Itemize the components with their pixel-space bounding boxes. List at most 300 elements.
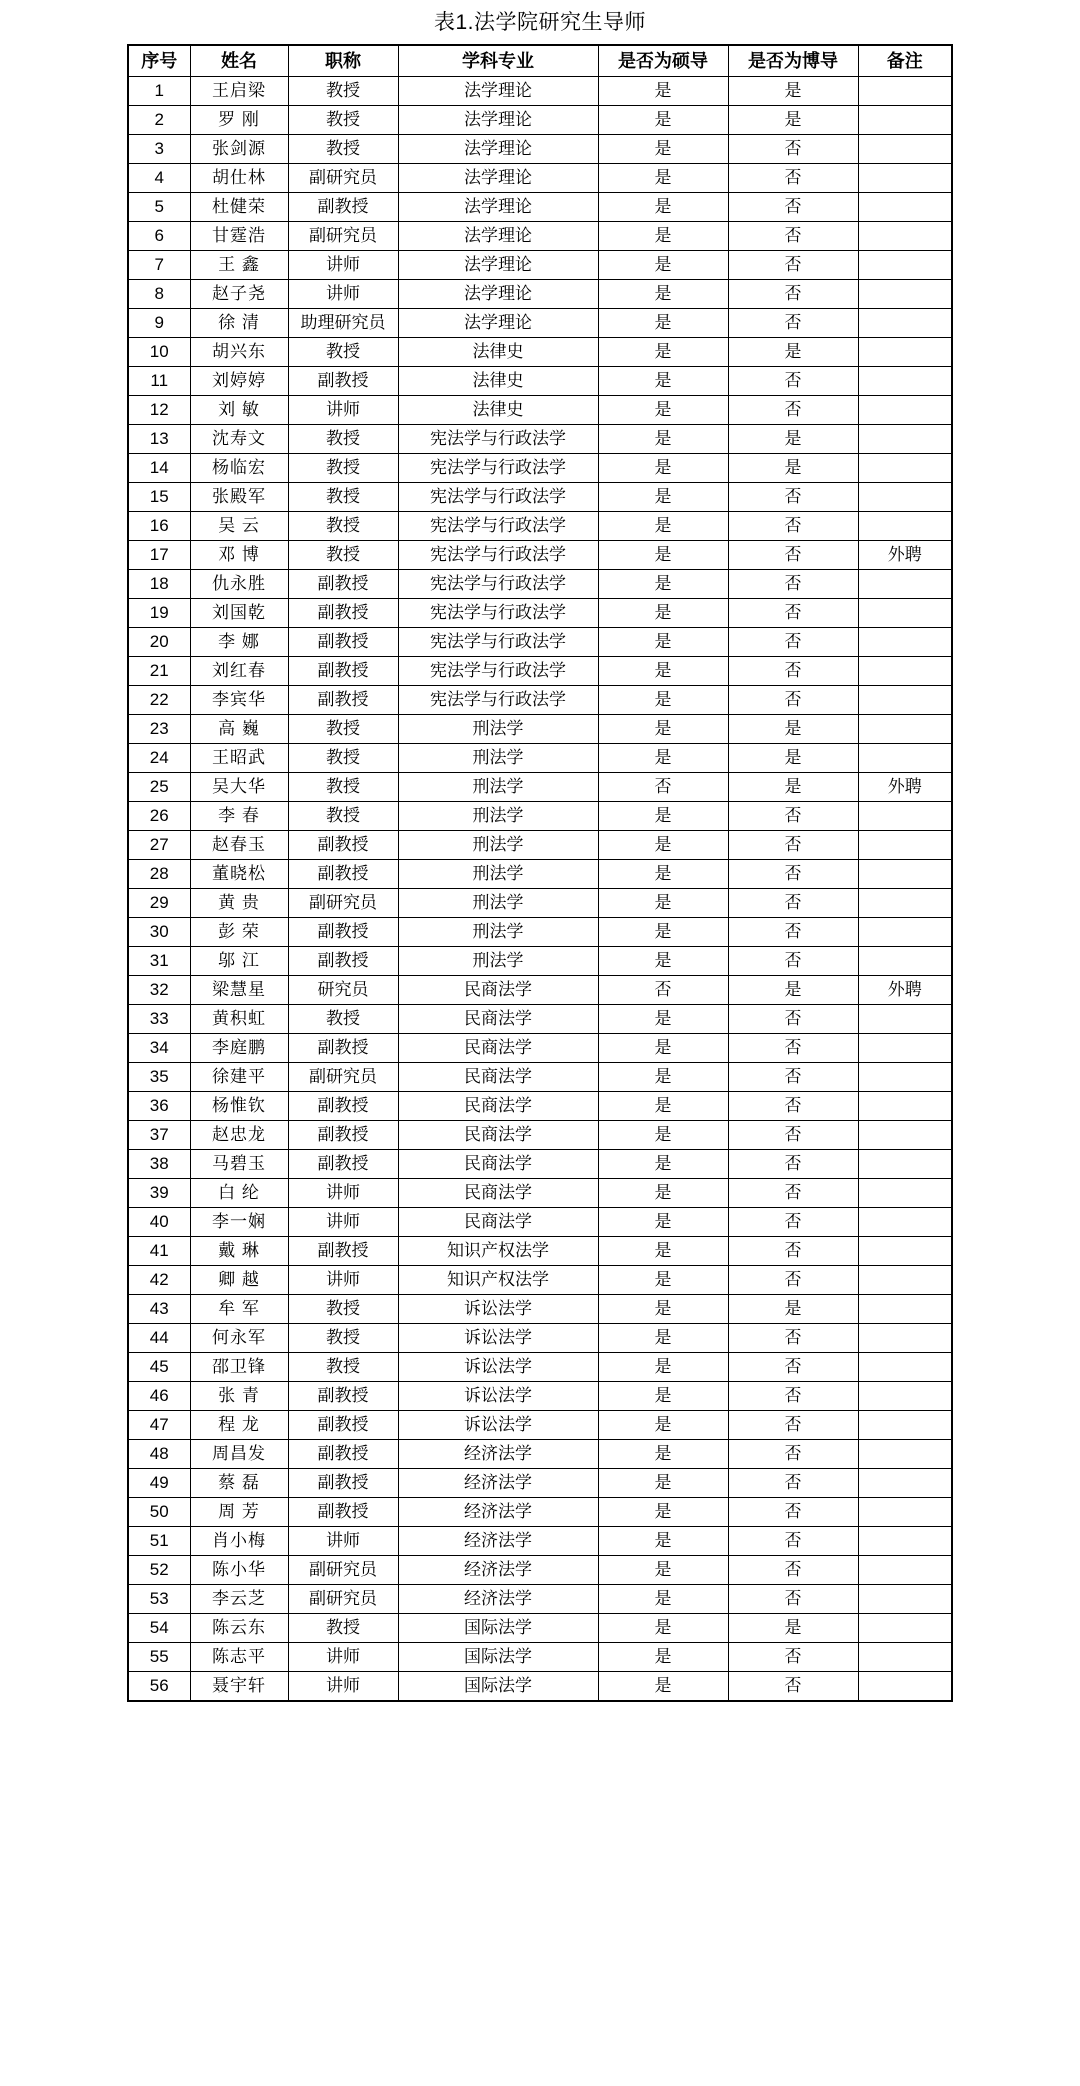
- table-row: [128, 396, 952, 425]
- table-row: [128, 135, 952, 164]
- cell-academic-title: 讲师: [288, 280, 398, 309]
- cell-remark: [858, 454, 952, 483]
- cell-remark: [858, 222, 952, 251]
- cell-name: 杜健荣: [190, 193, 288, 222]
- cell-index: 4: [128, 164, 190, 193]
- cell-academic-title: 教授: [288, 744, 398, 773]
- cell-academic-title: 教授: [288, 715, 398, 744]
- cell-name: 牟 军: [190, 1295, 288, 1324]
- table-row: [128, 889, 952, 918]
- table-row: [128, 1150, 952, 1179]
- cell-master-advisor: 是: [598, 947, 728, 976]
- table-row: [128, 1527, 952, 1556]
- cell-major: 国际法学: [398, 1672, 598, 1702]
- cell-remark: [858, 1382, 952, 1411]
- cell-master-advisor: 是: [598, 686, 728, 715]
- cell-name: 周 芳: [190, 1498, 288, 1527]
- cell-remark: [858, 628, 952, 657]
- cell-master-advisor: 是: [598, 1672, 728, 1702]
- cell-remark: [858, 77, 952, 106]
- column-header-doctoral-advisor: 是否为博导: [728, 45, 858, 77]
- table-container: [0, 44, 1080, 1702]
- cell-master-advisor: 是: [598, 1063, 728, 1092]
- cell-name: 刘国乾: [190, 599, 288, 628]
- cell-remark: [858, 1266, 952, 1295]
- cell-academic-title: 讲师: [288, 1208, 398, 1237]
- cell-remark: [858, 1179, 952, 1208]
- table-row: [128, 1034, 952, 1063]
- cell-major: 民商法学: [398, 1150, 598, 1179]
- cell-master-advisor: 是: [598, 541, 728, 570]
- cell-major: 诉讼法学: [398, 1382, 598, 1411]
- cell-index: 18: [128, 570, 190, 599]
- cell-doctoral-advisor: 是: [728, 454, 858, 483]
- cell-doctoral-advisor: 否: [728, 1208, 858, 1237]
- cell-doctoral-advisor: 否: [728, 309, 858, 338]
- cell-academic-title: 副教授: [288, 193, 398, 222]
- table-row: [128, 1469, 952, 1498]
- cell-remark: [858, 425, 952, 454]
- cell-doctoral-advisor: 否: [728, 1324, 858, 1353]
- cell-academic-title: 副教授: [288, 947, 398, 976]
- cell-major: 刑法学: [398, 773, 598, 802]
- column-header-academic-title: 职称: [288, 45, 398, 77]
- cell-index: 22: [128, 686, 190, 715]
- cell-doctoral-advisor: 否: [728, 1353, 858, 1382]
- cell-master-advisor: 是: [598, 831, 728, 860]
- cell-remark: [858, 164, 952, 193]
- cell-major: 法学理论: [398, 251, 598, 280]
- cell-name: 仇永胜: [190, 570, 288, 599]
- cell-academic-title: 教授: [288, 1324, 398, 1353]
- cell-major: 宪法学与行政法学: [398, 483, 598, 512]
- cell-remark: [858, 512, 952, 541]
- column-header-major: 学科专业: [398, 45, 598, 77]
- cell-index: 31: [128, 947, 190, 976]
- table-row: [128, 947, 952, 976]
- table-row: [128, 1237, 952, 1266]
- cell-academic-title: 副研究员: [288, 1063, 398, 1092]
- cell-major: 法学理论: [398, 280, 598, 309]
- cell-index: 35: [128, 1063, 190, 1092]
- table-row: [128, 628, 952, 657]
- cell-name: 赵忠龙: [190, 1121, 288, 1150]
- cell-master-advisor: 是: [598, 280, 728, 309]
- cell-doctoral-advisor: 否: [728, 1266, 858, 1295]
- cell-academic-title: 教授: [288, 1005, 398, 1034]
- cell-index: 29: [128, 889, 190, 918]
- cell-academic-title: 副教授: [288, 628, 398, 657]
- cell-remark: [858, 1324, 952, 1353]
- cell-remark: [858, 280, 952, 309]
- cell-major: 知识产权法学: [398, 1237, 598, 1266]
- table-row: [128, 773, 952, 802]
- cell-index: 37: [128, 1121, 190, 1150]
- cell-master-advisor: 是: [598, 135, 728, 164]
- cell-remark: [858, 1527, 952, 1556]
- cell-doctoral-advisor: 否: [728, 222, 858, 251]
- cell-major: 民商法学: [398, 1092, 598, 1121]
- cell-master-advisor: 是: [598, 1643, 728, 1672]
- cell-major: 法律史: [398, 396, 598, 425]
- cell-academic-title: 教授: [288, 483, 398, 512]
- table-row: [128, 599, 952, 628]
- table-row: [128, 1353, 952, 1382]
- cell-name: 高 巍: [190, 715, 288, 744]
- cell-remark: [858, 1092, 952, 1121]
- cell-name: 刘婷婷: [190, 367, 288, 396]
- cell-name: 李 娜: [190, 628, 288, 657]
- cell-doctoral-advisor: 否: [728, 1498, 858, 1527]
- cell-name: 徐建平: [190, 1063, 288, 1092]
- cell-index: 54: [128, 1614, 190, 1643]
- cell-name: 陈小华: [190, 1556, 288, 1585]
- cell-master-advisor: 是: [598, 1121, 728, 1150]
- cell-academic-title: 讲师: [288, 1179, 398, 1208]
- cell-master-advisor: 是: [598, 1266, 728, 1295]
- cell-name: 吴 云: [190, 512, 288, 541]
- cell-remark: [858, 1498, 952, 1527]
- cell-academic-title: 教授: [288, 1295, 398, 1324]
- cell-major: 国际法学: [398, 1643, 598, 1672]
- cell-master-advisor: 是: [598, 1556, 728, 1585]
- cell-remark: 外聘: [858, 773, 952, 802]
- cell-master-advisor: 是: [598, 1353, 728, 1382]
- cell-academic-title: 研究员: [288, 976, 398, 1005]
- table-row: [128, 860, 952, 889]
- cell-major: 刑法学: [398, 918, 598, 947]
- cell-name: 杨惟钦: [190, 1092, 288, 1121]
- cell-master-advisor: 是: [598, 1005, 728, 1034]
- cell-major: 经济法学: [398, 1556, 598, 1585]
- cell-academic-title: 副教授: [288, 657, 398, 686]
- cell-name: 王启梁: [190, 77, 288, 106]
- cell-doctoral-advisor: 否: [728, 802, 858, 831]
- cell-remark: [858, 1295, 952, 1324]
- table-row: [128, 1382, 952, 1411]
- cell-master-advisor: 是: [598, 1150, 728, 1179]
- cell-master-advisor: 是: [598, 251, 728, 280]
- cell-remark: [858, 802, 952, 831]
- table-row: [128, 1672, 952, 1702]
- cell-remark: [858, 860, 952, 889]
- table-row: [128, 1266, 952, 1295]
- cell-remark: 外聘: [858, 541, 952, 570]
- cell-master-advisor: 是: [598, 802, 728, 831]
- cell-index: 49: [128, 1469, 190, 1498]
- cell-remark: [858, 918, 952, 947]
- cell-major: 知识产权法学: [398, 1266, 598, 1295]
- table-row: [128, 425, 952, 454]
- cell-academic-title: 副研究员: [288, 1556, 398, 1585]
- cell-academic-title: 教授: [288, 1614, 398, 1643]
- cell-remark: [858, 744, 952, 773]
- cell-major: 经济法学: [398, 1527, 598, 1556]
- cell-name: 周昌发: [190, 1440, 288, 1469]
- cell-academic-title: 副教授: [288, 1469, 398, 1498]
- cell-name: 李庭鹏: [190, 1034, 288, 1063]
- cell-academic-title: 副教授: [288, 860, 398, 889]
- table-row: [128, 1179, 952, 1208]
- cell-name: 赵子尧: [190, 280, 288, 309]
- cell-academic-title: 讲师: [288, 1672, 398, 1702]
- cell-academic-title: 副教授: [288, 1237, 398, 1266]
- cell-remark: [858, 657, 952, 686]
- cell-remark: [858, 1034, 952, 1063]
- cell-master-advisor: 是: [598, 454, 728, 483]
- cell-index: 20: [128, 628, 190, 657]
- cell-remark: [858, 1614, 952, 1643]
- cell-major: 法学理论: [398, 193, 598, 222]
- cell-index: 15: [128, 483, 190, 512]
- cell-major: 民商法学: [398, 1121, 598, 1150]
- table-row: [128, 657, 952, 686]
- cell-academic-title: 教授: [288, 425, 398, 454]
- cell-major: 民商法学: [398, 1063, 598, 1092]
- cell-index: 42: [128, 1266, 190, 1295]
- cell-name: 马碧玉: [190, 1150, 288, 1179]
- cell-academic-title: 副教授: [288, 367, 398, 396]
- cell-doctoral-advisor: 否: [728, 1092, 858, 1121]
- cell-major: 宪法学与行政法学: [398, 454, 598, 483]
- table-row: [128, 106, 952, 135]
- cell-doctoral-advisor: 是: [728, 744, 858, 773]
- cell-index: 40: [128, 1208, 190, 1237]
- cell-academic-title: 副教授: [288, 1150, 398, 1179]
- cell-master-advisor: 是: [598, 425, 728, 454]
- cell-major: 法学理论: [398, 164, 598, 193]
- cell-doctoral-advisor: 否: [728, 1063, 858, 1092]
- cell-remark: [858, 1469, 952, 1498]
- cell-major: 宪法学与行政法学: [398, 657, 598, 686]
- cell-name: 罗 刚: [190, 106, 288, 135]
- cell-academic-title: 助理研究员: [288, 309, 398, 338]
- cell-academic-title: 副研究员: [288, 1585, 398, 1614]
- table-row: [128, 541, 952, 570]
- cell-index: 1: [128, 77, 190, 106]
- cell-doctoral-advisor: 否: [728, 1672, 858, 1702]
- cell-name: 李一娴: [190, 1208, 288, 1237]
- cell-remark: [858, 251, 952, 280]
- cell-master-advisor: 是: [598, 599, 728, 628]
- cell-index: 32: [128, 976, 190, 1005]
- cell-doctoral-advisor: 否: [728, 947, 858, 976]
- cell-index: 28: [128, 860, 190, 889]
- cell-major: 刑法学: [398, 831, 598, 860]
- cell-master-advisor: 是: [598, 396, 728, 425]
- cell-major: 宪法学与行政法学: [398, 599, 598, 628]
- cell-academic-title: 副教授: [288, 1092, 398, 1121]
- cell-master-advisor: 是: [598, 309, 728, 338]
- cell-academic-title: 教授: [288, 1353, 398, 1382]
- cell-major: 刑法学: [398, 889, 598, 918]
- cell-name: 胡仕林: [190, 164, 288, 193]
- cell-master-advisor: 是: [598, 1440, 728, 1469]
- cell-remark: [858, 1208, 952, 1237]
- cell-academic-title: 讲师: [288, 1643, 398, 1672]
- cell-major: 法律史: [398, 367, 598, 396]
- cell-index: 52: [128, 1556, 190, 1585]
- cell-doctoral-advisor: 是: [728, 715, 858, 744]
- cell-major: 宪法学与行政法学: [398, 628, 598, 657]
- table-row: [128, 164, 952, 193]
- cell-doctoral-advisor: 否: [728, 367, 858, 396]
- cell-master-advisor: 是: [598, 1295, 728, 1324]
- cell-remark: [858, 1353, 952, 1382]
- cell-doctoral-advisor: 否: [728, 1179, 858, 1208]
- cell-remark: [858, 599, 952, 628]
- cell-academic-title: 副教授: [288, 1498, 398, 1527]
- cell-remark: [858, 1556, 952, 1585]
- cell-index: 34: [128, 1034, 190, 1063]
- cell-index: 45: [128, 1353, 190, 1382]
- table-row: [128, 1208, 952, 1237]
- cell-master-advisor: 是: [598, 1498, 728, 1527]
- cell-major: 刑法学: [398, 744, 598, 773]
- cell-index: 55: [128, 1643, 190, 1672]
- cell-master-advisor: 是: [598, 1614, 728, 1643]
- cell-doctoral-advisor: 是: [728, 77, 858, 106]
- cell-name: 杨临宏: [190, 454, 288, 483]
- cell-major: 民商法学: [398, 976, 598, 1005]
- cell-index: 33: [128, 1005, 190, 1034]
- cell-major: 诉讼法学: [398, 1324, 598, 1353]
- cell-index: 38: [128, 1150, 190, 1179]
- cell-doctoral-advisor: 是: [728, 976, 858, 1005]
- cell-master-advisor: 是: [598, 1469, 728, 1498]
- table-row: [128, 1411, 952, 1440]
- cell-name: 聂宇轩: [190, 1672, 288, 1702]
- cell-name: 黄 贵: [190, 889, 288, 918]
- cell-master-advisor: 是: [598, 1208, 728, 1237]
- cell-major: 经济法学: [398, 1585, 598, 1614]
- cell-index: 41: [128, 1237, 190, 1266]
- cell-doctoral-advisor: 否: [728, 860, 858, 889]
- cell-name: 李 春: [190, 802, 288, 831]
- table-row: [128, 222, 952, 251]
- cell-master-advisor: 是: [598, 628, 728, 657]
- cell-name: 黄积虹: [190, 1005, 288, 1034]
- cell-doctoral-advisor: 否: [728, 889, 858, 918]
- cell-academic-title: 教授: [288, 512, 398, 541]
- table-row: [128, 338, 952, 367]
- table-row: [128, 1005, 952, 1034]
- cell-major: 诉讼法学: [398, 1411, 598, 1440]
- cell-major: 民商法学: [398, 1034, 598, 1063]
- cell-major: 经济法学: [398, 1440, 598, 1469]
- cell-major: 法学理论: [398, 77, 598, 106]
- cell-academic-title: 教授: [288, 338, 398, 367]
- cell-name: 张 青: [190, 1382, 288, 1411]
- table-row: [128, 454, 952, 483]
- cell-master-advisor: 是: [598, 483, 728, 512]
- cell-index: 24: [128, 744, 190, 773]
- table-row: [128, 1643, 952, 1672]
- cell-index: 2: [128, 106, 190, 135]
- cell-remark: [858, 1121, 952, 1150]
- cell-doctoral-advisor: 否: [728, 1005, 858, 1034]
- cell-major: 法学理论: [398, 135, 598, 164]
- table-row: [128, 715, 952, 744]
- table-row: [128, 280, 952, 309]
- cell-master-advisor: 是: [598, 367, 728, 396]
- cell-doctoral-advisor: 否: [728, 1121, 858, 1150]
- cell-doctoral-advisor: 是: [728, 425, 858, 454]
- cell-doctoral-advisor: 是: [728, 1614, 858, 1643]
- cell-academic-title: 教授: [288, 454, 398, 483]
- cell-name: 刘红春: [190, 657, 288, 686]
- table-row: [128, 1295, 952, 1324]
- cell-doctoral-advisor: 否: [728, 280, 858, 309]
- table-header: [128, 45, 952, 77]
- cell-academic-title: 教授: [288, 541, 398, 570]
- cell-name: 张殿军: [190, 483, 288, 512]
- cell-master-advisor: 是: [598, 860, 728, 889]
- cell-master-advisor: 否: [598, 773, 728, 802]
- cell-doctoral-advisor: 否: [728, 483, 858, 512]
- cell-name: 董晓松: [190, 860, 288, 889]
- cell-doctoral-advisor: 是: [728, 1295, 858, 1324]
- cell-index: 26: [128, 802, 190, 831]
- cell-major: 宪法学与行政法学: [398, 512, 598, 541]
- cell-index: 21: [128, 657, 190, 686]
- table-row: [128, 1498, 952, 1527]
- table-row: [128, 251, 952, 280]
- cell-remark: [858, 1063, 952, 1092]
- cell-master-advisor: 是: [598, 715, 728, 744]
- cell-remark: [858, 1150, 952, 1179]
- cell-remark: [858, 193, 952, 222]
- cell-remark: [858, 1237, 952, 1266]
- cell-remark: [858, 1672, 952, 1702]
- cell-doctoral-advisor: 否: [728, 396, 858, 425]
- cell-index: 5: [128, 193, 190, 222]
- cell-doctoral-advisor: 否: [728, 918, 858, 947]
- cell-index: 39: [128, 1179, 190, 1208]
- cell-academic-title: 副教授: [288, 1034, 398, 1063]
- cell-major: 诉讼法学: [398, 1353, 598, 1382]
- column-header-master-advisor: 是否为硕导: [598, 45, 728, 77]
- cell-master-advisor: 是: [598, 164, 728, 193]
- cell-major: 法学理论: [398, 106, 598, 135]
- cell-doctoral-advisor: 否: [728, 686, 858, 715]
- cell-doctoral-advisor: 否: [728, 1440, 858, 1469]
- table-row: [128, 512, 952, 541]
- cell-name: 梁慧星: [190, 976, 288, 1005]
- cell-master-advisor: 是: [598, 1324, 728, 1353]
- cell-master-advisor: 是: [598, 1179, 728, 1208]
- cell-academic-title: 教授: [288, 77, 398, 106]
- cell-remark: [858, 1411, 952, 1440]
- cell-doctoral-advisor: 否: [728, 541, 858, 570]
- cell-master-advisor: 是: [598, 744, 728, 773]
- cell-major: 诉讼法学: [398, 1295, 598, 1324]
- table-row: [128, 1556, 952, 1585]
- cell-master-advisor: 是: [598, 1092, 728, 1121]
- cell-doctoral-advisor: 否: [728, 1469, 858, 1498]
- cell-name: 沈寿文: [190, 425, 288, 454]
- cell-index: 7: [128, 251, 190, 280]
- cell-name: 邬 江: [190, 947, 288, 976]
- cell-name: 程 龙: [190, 1411, 288, 1440]
- cell-name: 王 鑫: [190, 251, 288, 280]
- cell-academic-title: 副研究员: [288, 222, 398, 251]
- cell-master-advisor: 是: [598, 918, 728, 947]
- table-body: [128, 77, 952, 1702]
- cell-index: 12: [128, 396, 190, 425]
- cell-major: 经济法学: [398, 1469, 598, 1498]
- cell-academic-title: 副教授: [288, 1382, 398, 1411]
